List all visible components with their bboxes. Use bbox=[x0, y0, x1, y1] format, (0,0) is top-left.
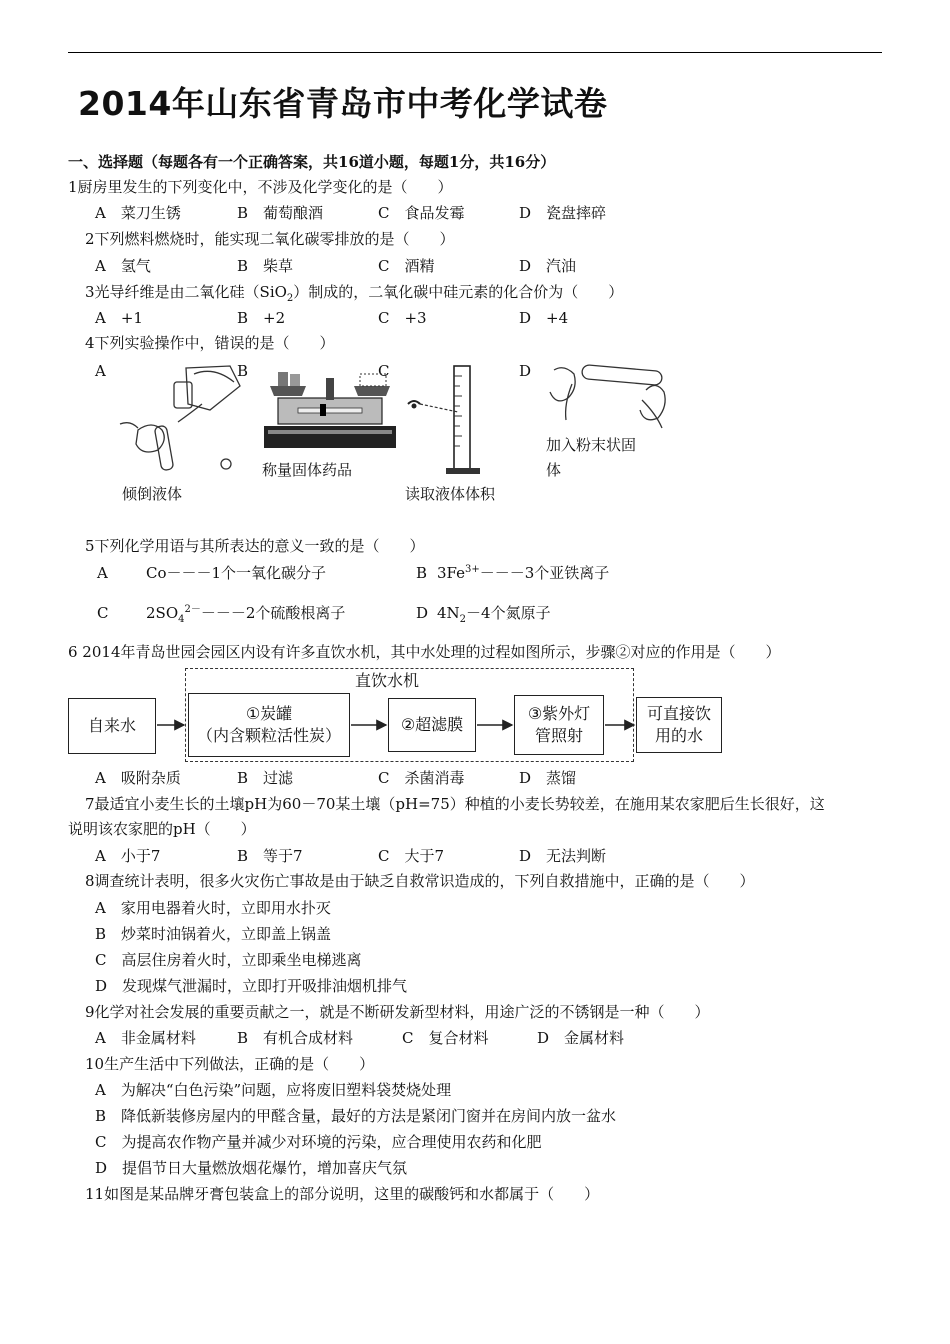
question-3-stem: 3光导纤维是由二氧化硅（SiO$_2$）制成的，二氧化碳中硅元素的化合价为（ ） bbox=[85, 283, 624, 304]
question-4-stem: 4下列实验操作中，错误的是（ ） bbox=[85, 334, 335, 352]
q1-option-a: A 菜刀生锈 bbox=[95, 204, 181, 222]
q2-option-d: D 汽油 bbox=[519, 257, 577, 275]
page-title: 2014年山东省青岛市中考化学试卷 bbox=[78, 84, 608, 123]
question-10-stem: 10生产生活中下列做法，正确的是（ ） bbox=[85, 1055, 375, 1073]
q5-option-a: Co－－－1个一氧化碳分子 bbox=[146, 564, 327, 582]
q10-option-c: C 为提高农作物产量并减少对环境的污染，应合理使用农药和化肥 bbox=[95, 1133, 542, 1151]
q4-label-a: A bbox=[95, 362, 106, 380]
question-6-stem: 6 2014年青岛世园会园区内设有许多直饮水机，其中水处理的过程如图所示，步骤②对应的作用是（ ） bbox=[68, 643, 781, 661]
q1-option-b: B 葡萄酿酒 bbox=[237, 204, 324, 222]
water-machine-label: 直饮水机 bbox=[355, 671, 420, 690]
q5-letter-c: C bbox=[97, 604, 109, 622]
q4-label-c: C bbox=[378, 362, 390, 380]
uv-lamp-box: ③紫外灯 管照射 bbox=[514, 695, 604, 755]
tap-water-box: 自来水 bbox=[68, 698, 156, 754]
q9-option-d: D 金属材料 bbox=[537, 1029, 625, 1047]
question-9-stem: 9化学对社会发展的重要贡献之一，就是不断研发新型材料，用途广泛的不锈钢是一种（ ） bbox=[85, 1003, 710, 1021]
question-7-stem-line1: 7最适宜小麦生长的土壤pH为60－70某土壤（pH=75）种植的小麦长势较差，在施用某农家肥后生长很好，这 bbox=[85, 795, 825, 813]
q5-option-c: $2SO_4^{2-}---2$个硫酸根离子 bbox=[146, 604, 346, 625]
q5-letter-a: A bbox=[97, 564, 108, 582]
q4-label-d: D bbox=[519, 362, 532, 380]
q9-option-a: A 非金属材料 bbox=[95, 1029, 196, 1047]
q5-letter-b: B bbox=[416, 564, 428, 582]
q10-option-a: A 为解决“白色污染”问题，应将废旧塑料袋焚烧处理 bbox=[95, 1081, 452, 1099]
q8-option-c: C 高层住房着火时，立即乘坐电梯逃离 bbox=[95, 951, 362, 969]
question-8-stem: 8调查统计表明，很多火灾伤亡事故是由于缺乏自救常识造成的，下列自救措施中，正确的是（ ） bbox=[85, 872, 755, 890]
q4-caption-a: 倾倒液体 bbox=[122, 485, 183, 503]
q3-option-d: D +4 bbox=[519, 309, 569, 327]
q6-option-d: D 蒸馏 bbox=[519, 769, 577, 787]
q5-option-b: $3Fe^{3+}---3$个亚铁离子 bbox=[437, 564, 610, 582]
ultrafiltration-box: ②超滤膜 bbox=[388, 698, 476, 752]
question-11-stem: 11如图是某品牌牙膏包装盒上的部分说明，这里的碳酸钙和水都属于（ ） bbox=[85, 1185, 600, 1203]
q3-option-b: B +2 bbox=[237, 309, 286, 327]
q10-option-d: D 提倡节日大量燃放烟花爆竹，增加喜庆气氛 bbox=[95, 1159, 408, 1177]
drinking-water-box: 可直接饮 用的水 bbox=[636, 697, 722, 753]
q7-option-d: D 无法判断 bbox=[519, 847, 607, 865]
q4-caption-c: 读取液体体积 bbox=[405, 485, 496, 503]
q2-option-b: B 柴草 bbox=[237, 257, 294, 275]
q8-option-b: B 炒菜时油锅着火，立即盖上锅盖 bbox=[95, 925, 332, 943]
q6-option-c: C 杀菌消毒 bbox=[378, 769, 465, 787]
q7-option-b: B 等于7 bbox=[237, 847, 303, 865]
section-heading: 一、选择题（每题各有一个正确答案，共16道小题，每题1分，共16分） bbox=[68, 153, 556, 171]
q8-option-a: A 家用电器着火时，立即用水扑灭 bbox=[95, 899, 331, 917]
question-1-stem: 1厨房里发生的下列变化中，不涉及化学变化的是（ ） bbox=[68, 178, 453, 196]
question-2-stem: 2下列燃料燃烧时，能实现二氧化碳零排放的是（ ） bbox=[85, 230, 455, 248]
q7-option-c: C 大于7 bbox=[378, 847, 445, 865]
q10-option-b: B 降低新装修房屋内的甲醛含量，最好的方法是紧闭门窗并在房间内放一盆水 bbox=[95, 1107, 617, 1125]
carbon-tank-box: ①炭罐 （内含颗粒活性炭） bbox=[188, 693, 350, 757]
q1-option-d: D 瓷盘摔碎 bbox=[519, 204, 607, 222]
q5-letter-d: D bbox=[416, 604, 429, 622]
q6-option-a: A 吸附杂质 bbox=[95, 769, 181, 787]
q6-option-b: B 过滤 bbox=[237, 769, 294, 787]
question-7-stem-line2: 说明该农家肥的pH（ ） bbox=[68, 820, 256, 838]
q1-option-c: C 食品发霉 bbox=[378, 204, 465, 222]
q7-option-a: A 小于7 bbox=[95, 847, 161, 865]
q4-caption-d: 加入粉末状固体 bbox=[546, 436, 637, 479]
q2-option-a: A 氢气 bbox=[95, 257, 151, 275]
q2-option-c: C 酒精 bbox=[378, 257, 435, 275]
question-5-stem: 5下列化学用语与其所表达的意义一致的是（ ） bbox=[85, 537, 425, 555]
q4-label-b: B bbox=[237, 362, 249, 380]
q5-option-d: $4N_2-4$个氮原子 bbox=[437, 604, 551, 625]
q9-option-b: B 有机合成材料 bbox=[237, 1029, 354, 1047]
q3-option-c: C +3 bbox=[378, 309, 427, 327]
q8-option-d: D 发现煤气泄漏时，立即打开吸排油烟机排气 bbox=[95, 977, 408, 995]
q9-option-c: C 复合材料 bbox=[402, 1029, 489, 1047]
q4-caption-b: 称量固体药品 bbox=[262, 461, 353, 479]
q3-option-a: A +1 bbox=[95, 309, 143, 327]
